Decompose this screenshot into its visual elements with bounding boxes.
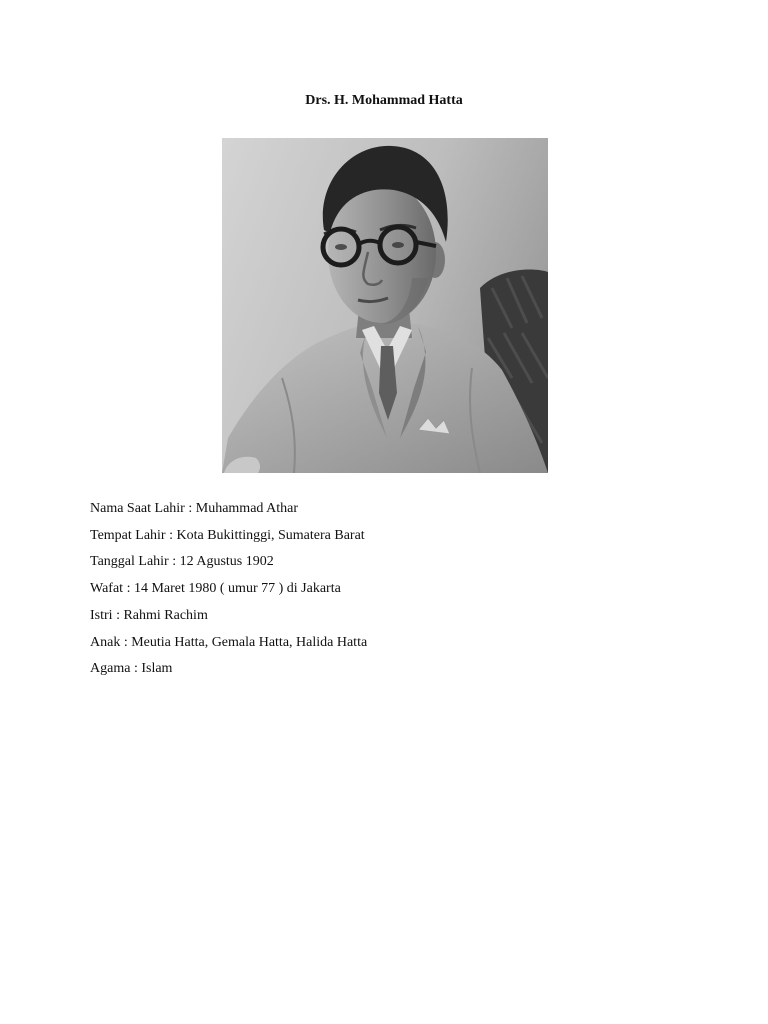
fact-birthplace [90,523,690,550]
fact-label: Tempat Lahir [90,527,166,543]
fact-separator: : [123,581,134,597]
fact-label: Agama [90,661,131,677]
fact-label: Istri [90,607,113,623]
fact-separator: : [112,607,124,623]
fact-spouse [90,603,690,630]
fact-value: 12 Agustus 1902 [179,554,274,570]
fact-children [90,630,690,657]
fact-separator: : [130,661,142,677]
fact-birth-date [90,549,690,576]
fact-value: 14 Maret 1980 ( umur 77 ) di Jakarta [133,581,341,597]
fact-religion [90,656,690,683]
left-lens [323,229,359,265]
fact-label: Tanggal Lahir [90,554,169,570]
fact-value: Rahmi Rachim [123,607,208,623]
fact-value: Kota Bukittinggi, Sumatera Barat [176,527,365,543]
page-title: Drs. H. Mohammad Hatta [305,93,463,108]
fact-label: Nama Saat Lahir [90,501,185,516]
portrait-photo [222,138,548,473]
fact-label: Anak [90,634,121,650]
fact-value: Meutia Hatta, Gemala Hatta, Halida Hatta [131,634,368,650]
fact-separator: : [184,501,196,516]
fact-death [90,576,690,603]
fact-separator: : [120,634,132,650]
fact-birth-name [90,496,690,523]
fact-value: Muhammad Athar [195,501,299,516]
fact-value: Islam [141,661,173,677]
fact-separator: : [168,554,180,570]
right-lens [380,227,416,263]
fact-label: Wafat [90,581,124,597]
fact-separator: : [165,527,177,543]
biography-facts [90,496,690,683]
